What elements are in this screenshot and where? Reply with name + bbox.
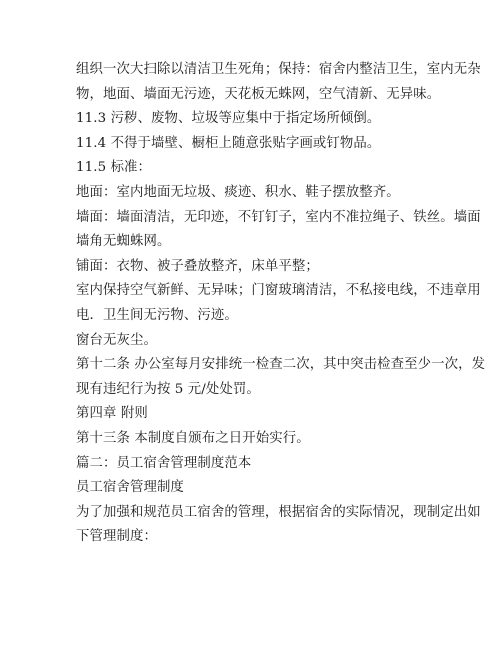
text-line: 下管理制度： [76,529,157,545]
chapter-heading: 第四章 附则 [76,406,148,422]
text-line: 地面：室内地面无垃圾、痰迹、积水、鞋子摆放整齐。 [76,184,400,200]
text-line: 铺面：衣物、被子叠放整齐，床单平整； [76,258,319,274]
text-line: 组织一次大扫除以清洁卫生死角；保持：宿舍内整洁卫生，室内无杂 [76,62,481,77]
text-line: 墙面：墙面清洁，无印迹，不钉钉子，室内不准拉绳子、铁丝。墙面 [76,209,481,225]
text-line: 室内保持空气新鲜、无异味；门窗玻璃清洁，不私接电线，不违章用 [76,283,481,299]
text-line: 墙角无蜘蛛网。 [76,234,171,250]
text-line: 11.5 标准： [76,160,152,176]
text-line: 电．卫生间无污物、污迹。 [76,307,238,323]
text-line: 物，地面、墙面无污迹，天花板无蛛网，空气清新、无异味。 [76,86,441,102]
text-line: 为了加强和规范员工宿舍的管理，根据宿舍的实际情况，现制定出如 [76,504,481,520]
document-title: 员工宿舍管理制度 [76,480,184,496]
text-line: 11.4 不得于墙壁、橱柜上随意张贴字画或钉物品。 [76,135,381,151]
text-line: 现有违纪行为按 5 元/处处罚。 [76,381,260,397]
text-line: 第十三条 本制度自颁布之日开始实行。 [76,430,310,446]
text-line: 11.3 污秽、废物、垃圾等应集中于指定场所倾倒。 [76,111,381,127]
section-heading: 篇二：员工宿舍管理制度范本 [76,455,252,471]
document-page [76,58,486,550]
text-line: 窗台无灰尘。 [76,332,157,348]
text-line: 第十二条 办公室每月安排统一检查二次，其中突击检查至少一次，发 [76,357,486,373]
